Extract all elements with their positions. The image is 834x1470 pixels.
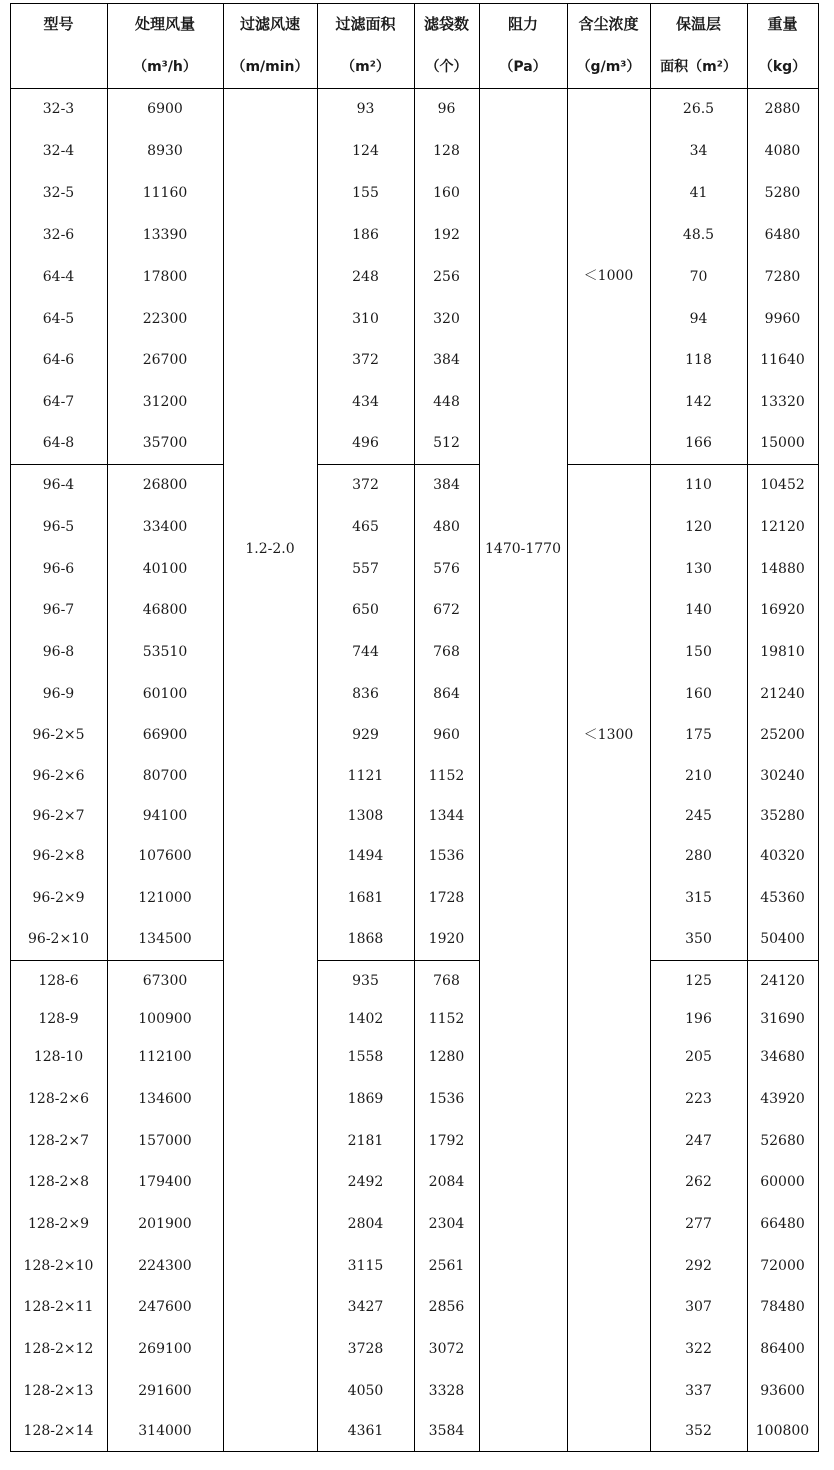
airflow-cell: 107600 [138, 848, 192, 864]
airflow-cell: 224300 [138, 1257, 192, 1274]
insulation-area-cell: 205 [685, 1049, 712, 1065]
header-unit: （Pa） [499, 58, 547, 75]
insulation-area-cell: 350 [685, 931, 712, 947]
filter-area-cell: 124 [352, 143, 379, 159]
weight-cell: 72000 [760, 1257, 805, 1274]
airflow-cell: 40100 [142, 560, 188, 577]
filter-area-cell: 248 [352, 269, 379, 285]
filter-area-cell: 372 [352, 352, 379, 368]
header-title: 含尘浓度 [578, 14, 639, 33]
airflow-cell: 33400 [142, 519, 188, 535]
weight-cell: 93600 [760, 1382, 805, 1399]
insulation-area-cell: 223 [685, 1091, 712, 1107]
weight-cell: 16920 [760, 602, 805, 618]
insulation-area-cell: 247 [685, 1132, 712, 1149]
insulation-area-cell: 125 [685, 973, 712, 989]
bag-count-cell: 1536 [428, 1091, 465, 1107]
airflow-cell: 100900 [138, 1011, 192, 1027]
model-cell: 128-9 [38, 1011, 79, 1027]
weight-cell: 19810 [760, 644, 805, 660]
insulation-area-cell: 245 [685, 807, 712, 824]
model-cell: 96-2×9 [32, 889, 85, 906]
model-cell: 96-8 [42, 644, 75, 660]
filter-area-cell: 93 [356, 101, 375, 117]
weight-cell: 14880 [760, 560, 805, 577]
insulation-area-cell: 120 [685, 519, 712, 535]
weight-cell: 21240 [760, 685, 805, 702]
model-cell: 128-2×12 [23, 1341, 94, 1357]
weight-cell: 52680 [760, 1132, 805, 1149]
filter-area-cell: 1402 [347, 1011, 384, 1027]
airflow-cell: 35700 [142, 435, 188, 451]
airflow-cell: 247600 [138, 1299, 192, 1315]
bag-count-cell: 128 [433, 143, 460, 159]
filter-area-cell: 3728 [347, 1341, 384, 1357]
filter-area-cell: 1869 [347, 1091, 384, 1107]
airflow-cell: 22300 [142, 310, 188, 327]
bag-count-cell: 960 [433, 727, 460, 743]
weight-cell: 7280 [764, 269, 801, 285]
model-cell: 128-6 [38, 973, 79, 989]
bag-count-cell: 448 [433, 393, 460, 410]
filter-area-cell: 496 [352, 435, 379, 451]
model-cell: 96-2×8 [32, 848, 85, 864]
header-title: 重量 [767, 14, 798, 33]
filter-area-cell: 929 [352, 727, 379, 743]
filter-area-cell: 372 [352, 477, 379, 493]
model-cell: 96-9 [42, 685, 75, 702]
filter-area-cell: 186 [352, 227, 379, 243]
bag-count-cell: 1152 [428, 768, 465, 784]
filter-area-cell: 4050 [347, 1382, 384, 1399]
bag-count-cell: 480 [433, 519, 460, 535]
insulation-area-cell: 130 [685, 560, 712, 577]
insulation-area-cell: 26.5 [682, 101, 715, 117]
insulation-area-cell: 337 [685, 1382, 712, 1399]
filter-area-cell: 836 [352, 685, 379, 702]
weight-cell: 100800 [755, 1423, 810, 1439]
model-cell: 96-5 [42, 519, 75, 535]
model-cell: 128-2×14 [23, 1423, 94, 1439]
model-cell: 96-6 [42, 560, 75, 577]
insulation-area-cell: 150 [685, 644, 712, 660]
insulation-area-cell: 307 [685, 1299, 712, 1315]
bag-count-cell: 1536 [428, 848, 465, 864]
airflow-cell: 121000 [138, 889, 192, 906]
airflow-cell: 31200 [142, 393, 188, 410]
filter-area-cell: 2181 [347, 1132, 384, 1149]
insulation-area-cell: 322 [685, 1341, 712, 1357]
model-cell: 96-2×7 [32, 807, 85, 824]
model-cell: 128-2×8 [28, 1174, 89, 1190]
model-cell: 128-10 [33, 1049, 84, 1065]
airflow-cell: 314000 [138, 1423, 192, 1439]
model-cell: 128-2×11 [23, 1299, 94, 1315]
bag-count-cell: 96 [437, 101, 456, 117]
filter-area-cell: 2492 [347, 1174, 384, 1190]
insulation-area-cell: 175 [685, 727, 712, 743]
airflow-cell: 201900 [138, 1216, 192, 1232]
bag-count-cell: 768 [433, 973, 460, 989]
header-unit [10, 45, 107, 88]
airflow-cell: 6900 [147, 101, 183, 117]
spec-table [10, 3, 818, 1451]
model-cell: 32-4 [42, 143, 75, 159]
model-cell: 64-6 [42, 352, 75, 368]
header-title: 保温层 [675, 14, 721, 33]
airflow-cell: 8930 [147, 143, 183, 159]
weight-cell: 35280 [760, 807, 805, 824]
header-unit: （g/m³） [576, 58, 641, 75]
bag-count-cell: 1792 [428, 1132, 465, 1149]
insulation-area-cell: 34 [689, 143, 708, 159]
insulation-area-cell: 292 [685, 1257, 712, 1274]
filter-area-cell: 3427 [347, 1299, 384, 1315]
airflow-cell: 60100 [142, 685, 188, 702]
model-cell: 64-5 [42, 310, 75, 327]
airflow-cell: 291600 [138, 1382, 192, 1399]
weight-cell: 50400 [760, 931, 805, 947]
weight-cell: 12120 [760, 519, 805, 535]
airflow-cell: 134600 [138, 1091, 192, 1107]
model-cell: 96-4 [42, 477, 75, 493]
bag-count-cell: 1280 [428, 1049, 465, 1065]
model-cell: 96-2×5 [32, 727, 85, 743]
model-cell: 128-2×9 [28, 1216, 89, 1232]
bag-count-cell: 1728 [428, 889, 465, 906]
weight-cell: 13320 [760, 393, 805, 410]
insulation-area-cell: 262 [685, 1174, 712, 1190]
insulation-area-cell: 70 [689, 269, 708, 285]
weight-cell: 25200 [760, 727, 805, 743]
weight-cell: 30240 [760, 768, 805, 784]
insulation-area-cell: 280 [685, 848, 712, 864]
bag-count-cell: 160 [433, 185, 460, 201]
insulation-area-cell: 140 [685, 602, 712, 618]
filter-area-cell: 155 [352, 185, 379, 201]
airflow-cell: 53510 [142, 644, 188, 660]
model-cell: 96-2×10 [28, 931, 89, 947]
insulation-area-cell: 315 [685, 889, 712, 906]
model-cell: 64-7 [42, 393, 75, 410]
header-unit: （m³/h） [133, 58, 197, 75]
header-title: 阻力 [507, 14, 538, 33]
weight-cell: 2880 [764, 101, 801, 117]
insulation-area-cell: 142 [685, 393, 712, 410]
weight-cell: 31690 [760, 1011, 805, 1027]
filter-area-cell: 434 [352, 393, 379, 410]
model-cell: 128-2×13 [23, 1382, 94, 1399]
insulation-area-cell: 277 [685, 1216, 712, 1232]
resistance-merged: 1470-1770 [485, 541, 561, 557]
filter-area-cell: 1681 [347, 889, 384, 906]
airflow-cell: 26700 [142, 352, 188, 368]
airflow-cell: 112100 [138, 1049, 192, 1065]
weight-cell: 10452 [760, 477, 805, 493]
weight-cell: 15000 [760, 435, 805, 451]
insulation-area-cell: 48.5 [682, 227, 715, 243]
airflow-cell: 26800 [142, 477, 188, 493]
airflow-cell: 67300 [142, 973, 188, 989]
dust-concentration-2: ＜1300 [583, 727, 634, 743]
bag-count-cell: 3328 [428, 1382, 465, 1399]
bag-count-cell: 384 [433, 352, 460, 368]
insulation-area-cell: 118 [685, 352, 712, 368]
bag-count-cell: 2561 [428, 1257, 465, 1274]
airflow-cell: 66900 [142, 727, 188, 743]
weight-cell: 4080 [764, 143, 801, 159]
bag-count-cell: 256 [433, 269, 460, 285]
airflow-cell: 13390 [142, 227, 188, 243]
airflow-cell: 17800 [142, 269, 188, 285]
bag-count-cell: 2304 [428, 1216, 465, 1232]
airflow-cell: 157000 [138, 1132, 192, 1149]
model-cell: 32-6 [42, 227, 75, 243]
model-cell: 32-5 [42, 185, 75, 201]
filter-area-cell: 744 [352, 644, 379, 660]
model-cell: 128-2×6 [28, 1091, 89, 1107]
bag-count-cell: 864 [433, 685, 460, 702]
model-cell: 64-4 [42, 269, 75, 285]
header-title: 滤袋数 [423, 14, 469, 33]
weight-cell: 5280 [764, 185, 801, 201]
model-cell: 128-2×10 [23, 1257, 94, 1274]
insulation-area-cell: 94 [689, 310, 708, 327]
dust-concentration-1: ＜1000 [583, 268, 634, 284]
header-unit: （kg） [758, 58, 807, 75]
airflow-cell: 269100 [138, 1341, 192, 1357]
bag-count-cell: 1920 [428, 931, 465, 947]
weight-cell: 43920 [760, 1091, 805, 1107]
weight-cell: 45360 [760, 889, 805, 906]
bag-count-cell: 512 [433, 435, 460, 451]
header-unit: （m²） [341, 58, 390, 75]
weight-cell: 11640 [760, 352, 805, 368]
bag-count-cell: 768 [433, 644, 460, 660]
insulation-area-cell: 41 [689, 185, 708, 201]
filter-area-cell: 2804 [347, 1216, 384, 1232]
insulation-area-cell: 210 [685, 768, 712, 784]
airflow-cell: 134500 [138, 931, 192, 947]
weight-cell: 24120 [760, 973, 805, 989]
model-cell: 128-2×7 [28, 1132, 89, 1149]
weight-cell: 60000 [760, 1174, 805, 1190]
filter-area-cell: 1121 [347, 768, 384, 784]
bag-count-cell: 2856 [428, 1299, 465, 1315]
model-cell: 64-8 [42, 435, 75, 451]
insulation-area-cell: 166 [685, 435, 712, 451]
header-unit: （个） [425, 58, 468, 75]
header-title: 过滤风速 [239, 14, 300, 33]
filter-area-cell: 650 [352, 602, 379, 618]
filter-area-cell: 935 [352, 973, 379, 989]
airflow-cell: 94100 [142, 807, 188, 824]
filter-area-cell: 3115 [347, 1257, 384, 1274]
filter-area-cell: 1494 [347, 848, 384, 864]
bag-count-cell: 576 [433, 560, 460, 577]
model-cell: 32-3 [42, 101, 75, 117]
bag-count-cell: 2084 [428, 1174, 465, 1190]
bag-count-cell: 3584 [428, 1423, 465, 1439]
bag-count-cell: 1152 [428, 1011, 465, 1027]
airflow-cell: 179400 [138, 1174, 192, 1190]
weight-cell: 66480 [760, 1216, 805, 1232]
weight-cell: 6480 [764, 227, 801, 243]
model-cell: 96-2×6 [32, 768, 85, 784]
insulation-area-cell: 196 [685, 1011, 712, 1027]
weight-cell: 34680 [760, 1049, 805, 1065]
filter-speed-merged: 1.2-2.0 [245, 541, 295, 557]
insulation-area-cell: 160 [685, 685, 712, 702]
airflow-cell: 46800 [142, 602, 188, 618]
filter-area-cell: 1308 [347, 807, 384, 824]
header-title: 型号 [43, 14, 74, 33]
filter-area-cell: 1558 [347, 1049, 384, 1065]
model-cell: 96-7 [42, 602, 75, 618]
bag-count-cell: 320 [433, 310, 460, 327]
airflow-cell: 11160 [142, 185, 188, 201]
weight-cell: 78480 [760, 1299, 805, 1315]
bag-count-cell: 192 [433, 227, 460, 243]
bag-count-cell: 3072 [428, 1341, 465, 1357]
filter-area-cell: 310 [352, 310, 379, 327]
header-title: 处理风量 [134, 14, 195, 33]
filter-area-cell: 465 [352, 519, 379, 535]
bag-count-cell: 384 [433, 477, 460, 493]
weight-cell: 86400 [760, 1341, 805, 1357]
header-unit: （m/min） [231, 58, 309, 75]
insulation-area-cell: 110 [685, 477, 712, 493]
header-title: 过滤面积 [335, 14, 396, 33]
filter-area-cell: 1868 [347, 931, 384, 947]
column-rule-9 [818, 3, 819, 1452]
weight-cell: 9960 [764, 310, 801, 327]
filter-area-cell: 557 [352, 560, 379, 577]
airflow-cell: 80700 [142, 768, 188, 784]
weight-cell: 40320 [760, 848, 805, 864]
bag-count-cell: 672 [433, 602, 460, 618]
bag-count-cell: 1344 [428, 807, 465, 824]
filter-area-cell: 4361 [347, 1423, 384, 1439]
insulation-area-cell: 352 [685, 1423, 712, 1439]
header-unit: 面积（m²） [660, 58, 737, 75]
